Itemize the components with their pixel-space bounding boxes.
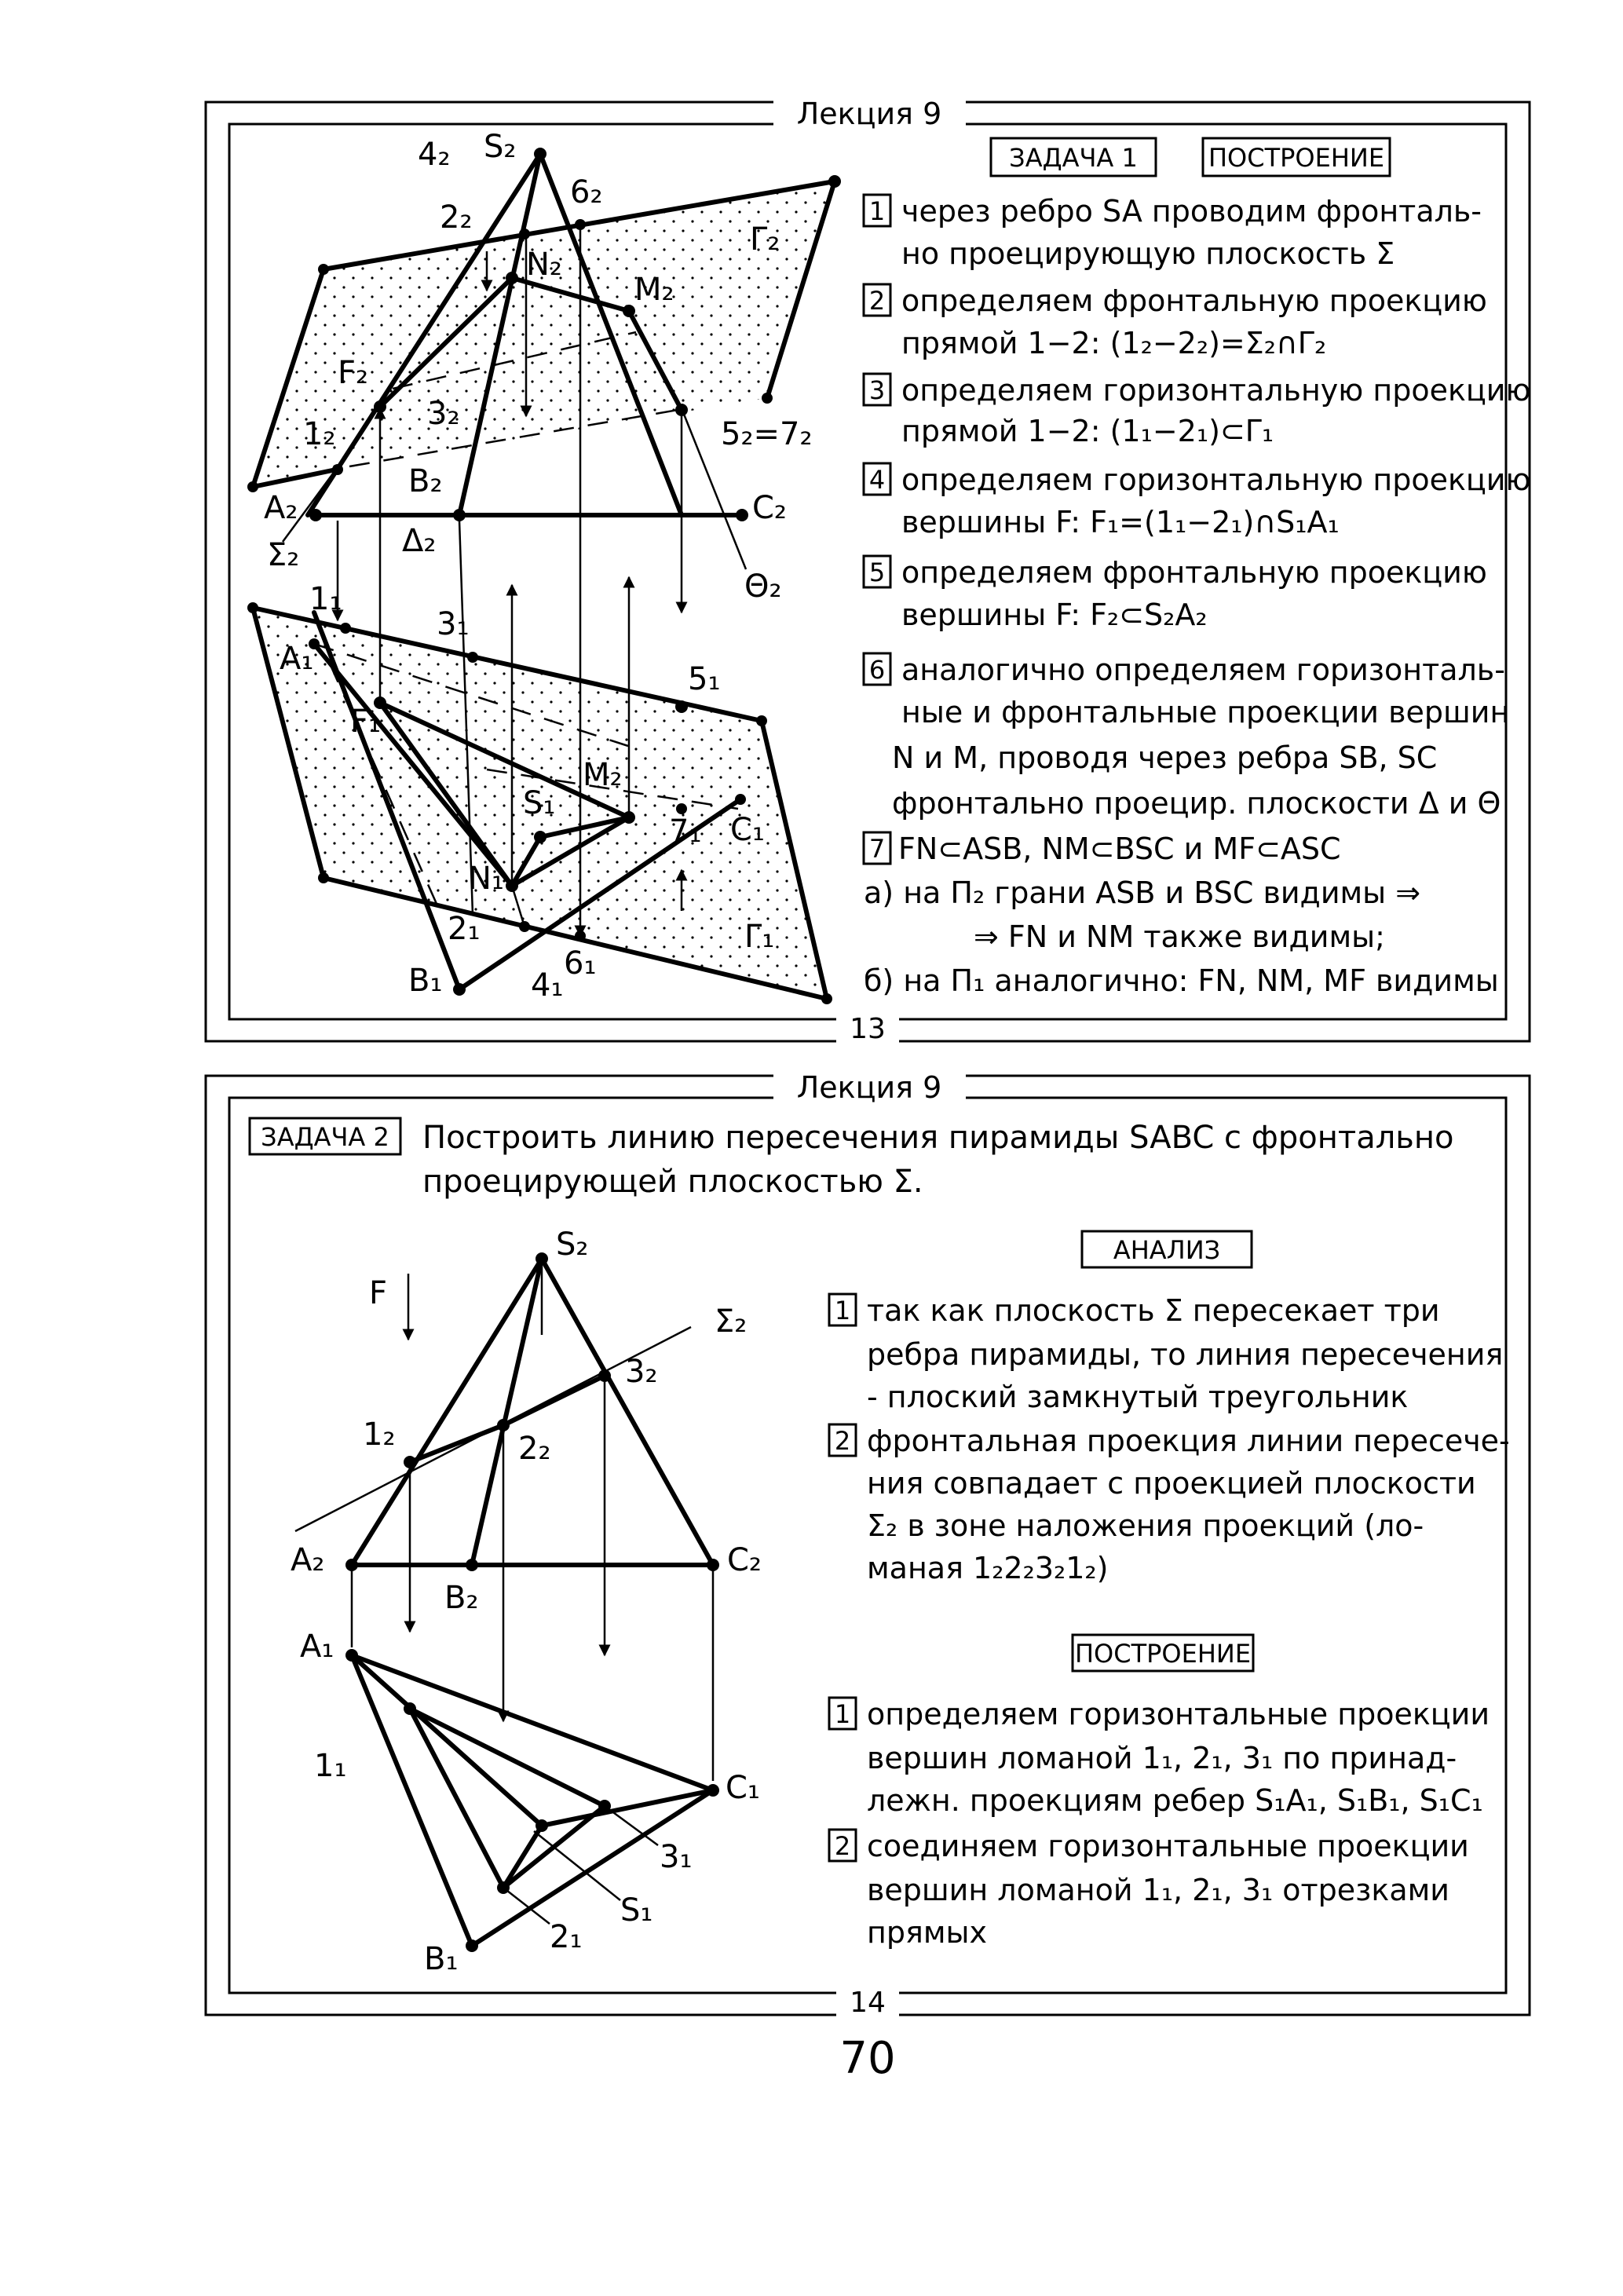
label-4-1: 4₁ [531, 967, 564, 1004]
step-line: соединяем горизонтальные проекции [867, 1829, 1469, 1863]
label-1-1: 1₁ [314, 1748, 347, 1784]
task1-note-b: б) на Π₁ аналогично: FN, NM, MF видимы [864, 963, 1499, 998]
label-c2: C₂ [727, 1542, 762, 1578]
label-1-1: 1₁ [309, 581, 342, 617]
page-number: 70 [839, 2033, 896, 2084]
svg-text:2: 2 [868, 286, 886, 316]
svg-text:1: 1 [868, 196, 886, 226]
step-line: вершин ломаной 1₁, 2₁, 3₁ по принад- [867, 1741, 1457, 1775]
label-s2: S₂ [484, 129, 517, 165]
task1-note-a-cont: ⇒ FN и NM также видимы; [974, 919, 1385, 954]
step-line: определяем фронтальную проекцию [901, 555, 1487, 590]
label-b2: B₂ [444, 1580, 479, 1616]
task1-label: ЗАДАЧА 1 [1009, 143, 1138, 173]
svg-text:6: 6 [868, 655, 886, 685]
label-3-1: 3₁ [437, 606, 470, 642]
step-line: маная 1₂2₂3₂1₂) [867, 1551, 1109, 1585]
label-f1: F₁ [350, 704, 382, 740]
step-line: лежн. проекциям ребер S₁A₁, S₁B₁, S₁C₁ [867, 1783, 1483, 1818]
step-line: Σ₂ в зоне наложения проекций (ло- [867, 1508, 1424, 1543]
svg-text:1: 1 [834, 1699, 851, 1729]
step-line: ребра пирамиды, то линия пересечения [867, 1337, 1504, 1372]
label-3-1: 3₁ [660, 1839, 693, 1875]
label-5-2-7-2: 5₂=7₂ [721, 416, 813, 452]
panel1-text-block [864, 138, 1530, 998]
step-line: определяем горизонтальную проекцию [901, 462, 1531, 497]
step-line: вершин ломаной 1₁, 2₁, 3₁ отрезками [867, 1873, 1449, 1907]
step-line: - плоский замкнутый треугольник [867, 1380, 1409, 1414]
step-line: FN⊂ASB, NM⊂BSC и MF⊂ASC [898, 832, 1341, 866]
svg-text:1: 1 [834, 1296, 851, 1325]
step-line: определяем горизонтальную проекцию [901, 373, 1531, 408]
label-6-1: 6₁ [564, 945, 597, 982]
panel-lecture-9-task-2 [206, 1068, 1530, 2022]
svg-text:2: 2 [834, 1831, 851, 1861]
label-a1: A₁ [300, 1629, 334, 1665]
task1-step-1 [864, 194, 1482, 271]
label-6-2: 6₂ [570, 174, 603, 210]
svg-text:4: 4 [868, 465, 886, 495]
label-c2: C₂ [752, 490, 787, 526]
construction-step-1 [829, 1697, 1490, 1818]
svg-text:5: 5 [868, 558, 886, 587]
step-line: определяем горизонтальные проекции [867, 1697, 1490, 1731]
label-theta2: Θ₂ [744, 569, 782, 605]
label-a1: A₁ [280, 641, 314, 677]
panel1-footer-number: 13 [850, 1013, 886, 1045]
step-line: вершины F: F₁=(1₁−2₁)∩S₁A₁ [901, 505, 1340, 539]
label-sigma2: Σ₂ [715, 1303, 748, 1340]
label-gamma2: Γ₂ [750, 221, 780, 258]
panel2-drawing [291, 1227, 762, 1977]
task1-step-2 [864, 283, 1487, 360]
p3-1-leader [605, 1806, 658, 1845]
panel1-drawing [247, 129, 841, 1004]
label-s2: S₂ [556, 1227, 589, 1263]
analysis-step-2 [829, 1424, 1510, 1585]
label-3-2: 3₂ [625, 1354, 658, 1390]
step-line: через ребро SA проводим фронталь- [901, 194, 1482, 229]
label-m2-lower: M₂ [583, 757, 623, 793]
label-7-1: 7₁ [669, 813, 702, 850]
step-line: фронтально проецир. плоскости Δ и Θ [892, 786, 1501, 821]
label-3-2: 3₂ [427, 396, 460, 432]
label-sigma2: Σ₂ [267, 537, 300, 573]
label-2-1: 2₁ [448, 911, 481, 947]
task1-note-a: а) на Π₂ грани ASB и BSC видимы ⇒ [864, 876, 1421, 910]
label-1-2: 1₂ [303, 416, 336, 452]
step-line: прямой 1−2: (1₁−2₁)⊂Γ₁ [901, 414, 1274, 448]
task2-text-line1: Построить линию пересечения пирамиды SABC с фронтально [422, 1120, 1454, 1156]
label-b2: B₂ [408, 463, 443, 499]
label-1-2: 1₂ [363, 1417, 396, 1453]
task2-text-line2: проецирующей плоскостью Σ. [422, 1164, 923, 1200]
svg-text:2: 2 [834, 1426, 851, 1456]
label-a2: A₂ [291, 1542, 325, 1578]
label-c1: C₁ [730, 812, 765, 848]
edge-s1b1 [503, 1826, 542, 1888]
label-gamma1: Γ₁ [744, 919, 775, 955]
label-b1: B₁ [424, 1941, 459, 1977]
label-m2: M₂ [634, 272, 674, 308]
label-5-1: 5₁ [688, 661, 721, 697]
edge-a1s1 [352, 1655, 542, 1826]
step-line: вершины F: F₂⊂S₂A₂ [901, 598, 1208, 632]
label-n2: N₂ [526, 247, 562, 283]
task1-step-3 [864, 373, 1530, 448]
label-2-1: 2₁ [550, 1919, 583, 1955]
step-line: прямой 1−2: (1₂−2₂)=Σ₂∩Γ₂ [901, 326, 1327, 360]
task1-construction-label: ПОСТРОЕНИЕ [1208, 143, 1385, 173]
step-line: фронтальная проекция линии пересече- [867, 1424, 1510, 1458]
step-line: ные и фронтальные проекции вершин [901, 695, 1510, 729]
panel-lecture-9-task-1 [206, 94, 1530, 1048]
label-2-2: 2₂ [518, 1431, 551, 1467]
label-2-2: 2₂ [440, 199, 473, 236]
label-f2: F₂ [338, 355, 369, 391]
label-s1: S₁ [620, 1892, 653, 1929]
task1-step-4 [864, 462, 1530, 539]
label-f: F [369, 1275, 388, 1311]
panel1-header: Лекция 9 [796, 97, 942, 131]
svg-text:3: 3 [868, 375, 886, 405]
task1-step-7 [864, 832, 1341, 866]
step-line: аналогично определяем горизонталь- [901, 653, 1505, 687]
step-line: определяем фронтальную проекцию [901, 283, 1487, 318]
label-b1: B₁ [408, 963, 443, 999]
step-line: прямых [867, 1915, 987, 1950]
analysis-step-1 [829, 1293, 1503, 1414]
construction-step-2 [829, 1829, 1469, 1950]
analysis-label: АНАЛИЗ [1113, 1235, 1221, 1265]
label-c1: C₁ [726, 1770, 760, 1806]
label-4-2: 4₂ [418, 137, 451, 173]
panel2-footer-number: 14 [850, 1987, 886, 2019]
label-n1: N₁ [468, 861, 504, 897]
svg-text:7: 7 [868, 834, 886, 864]
task1-step-6 [864, 653, 1509, 821]
panel2-text-block [829, 1231, 1510, 1950]
task2-label: ЗАДАЧА 2 [261, 1122, 389, 1152]
label-s1: S₁ [523, 785, 556, 821]
task1-step-5 [864, 555, 1487, 632]
step-line: N и M, проводя через ребра SB, SC [892, 740, 1438, 775]
construction-label: ПОСТРОЕНИЕ [1074, 1639, 1252, 1669]
label-a2: A₂ [264, 490, 298, 526]
step-line: ния совпадает с проекцией плоскости [867, 1466, 1476, 1501]
label-delta2: Δ₂ [402, 523, 437, 559]
panel2-header: Лекция 9 [796, 1070, 942, 1105]
s1-leader [534, 1831, 620, 1900]
step-line: так как плоскость Σ пересекает три [867, 1293, 1440, 1328]
step-line: но проецирующую плоскость Σ [901, 236, 1395, 271]
